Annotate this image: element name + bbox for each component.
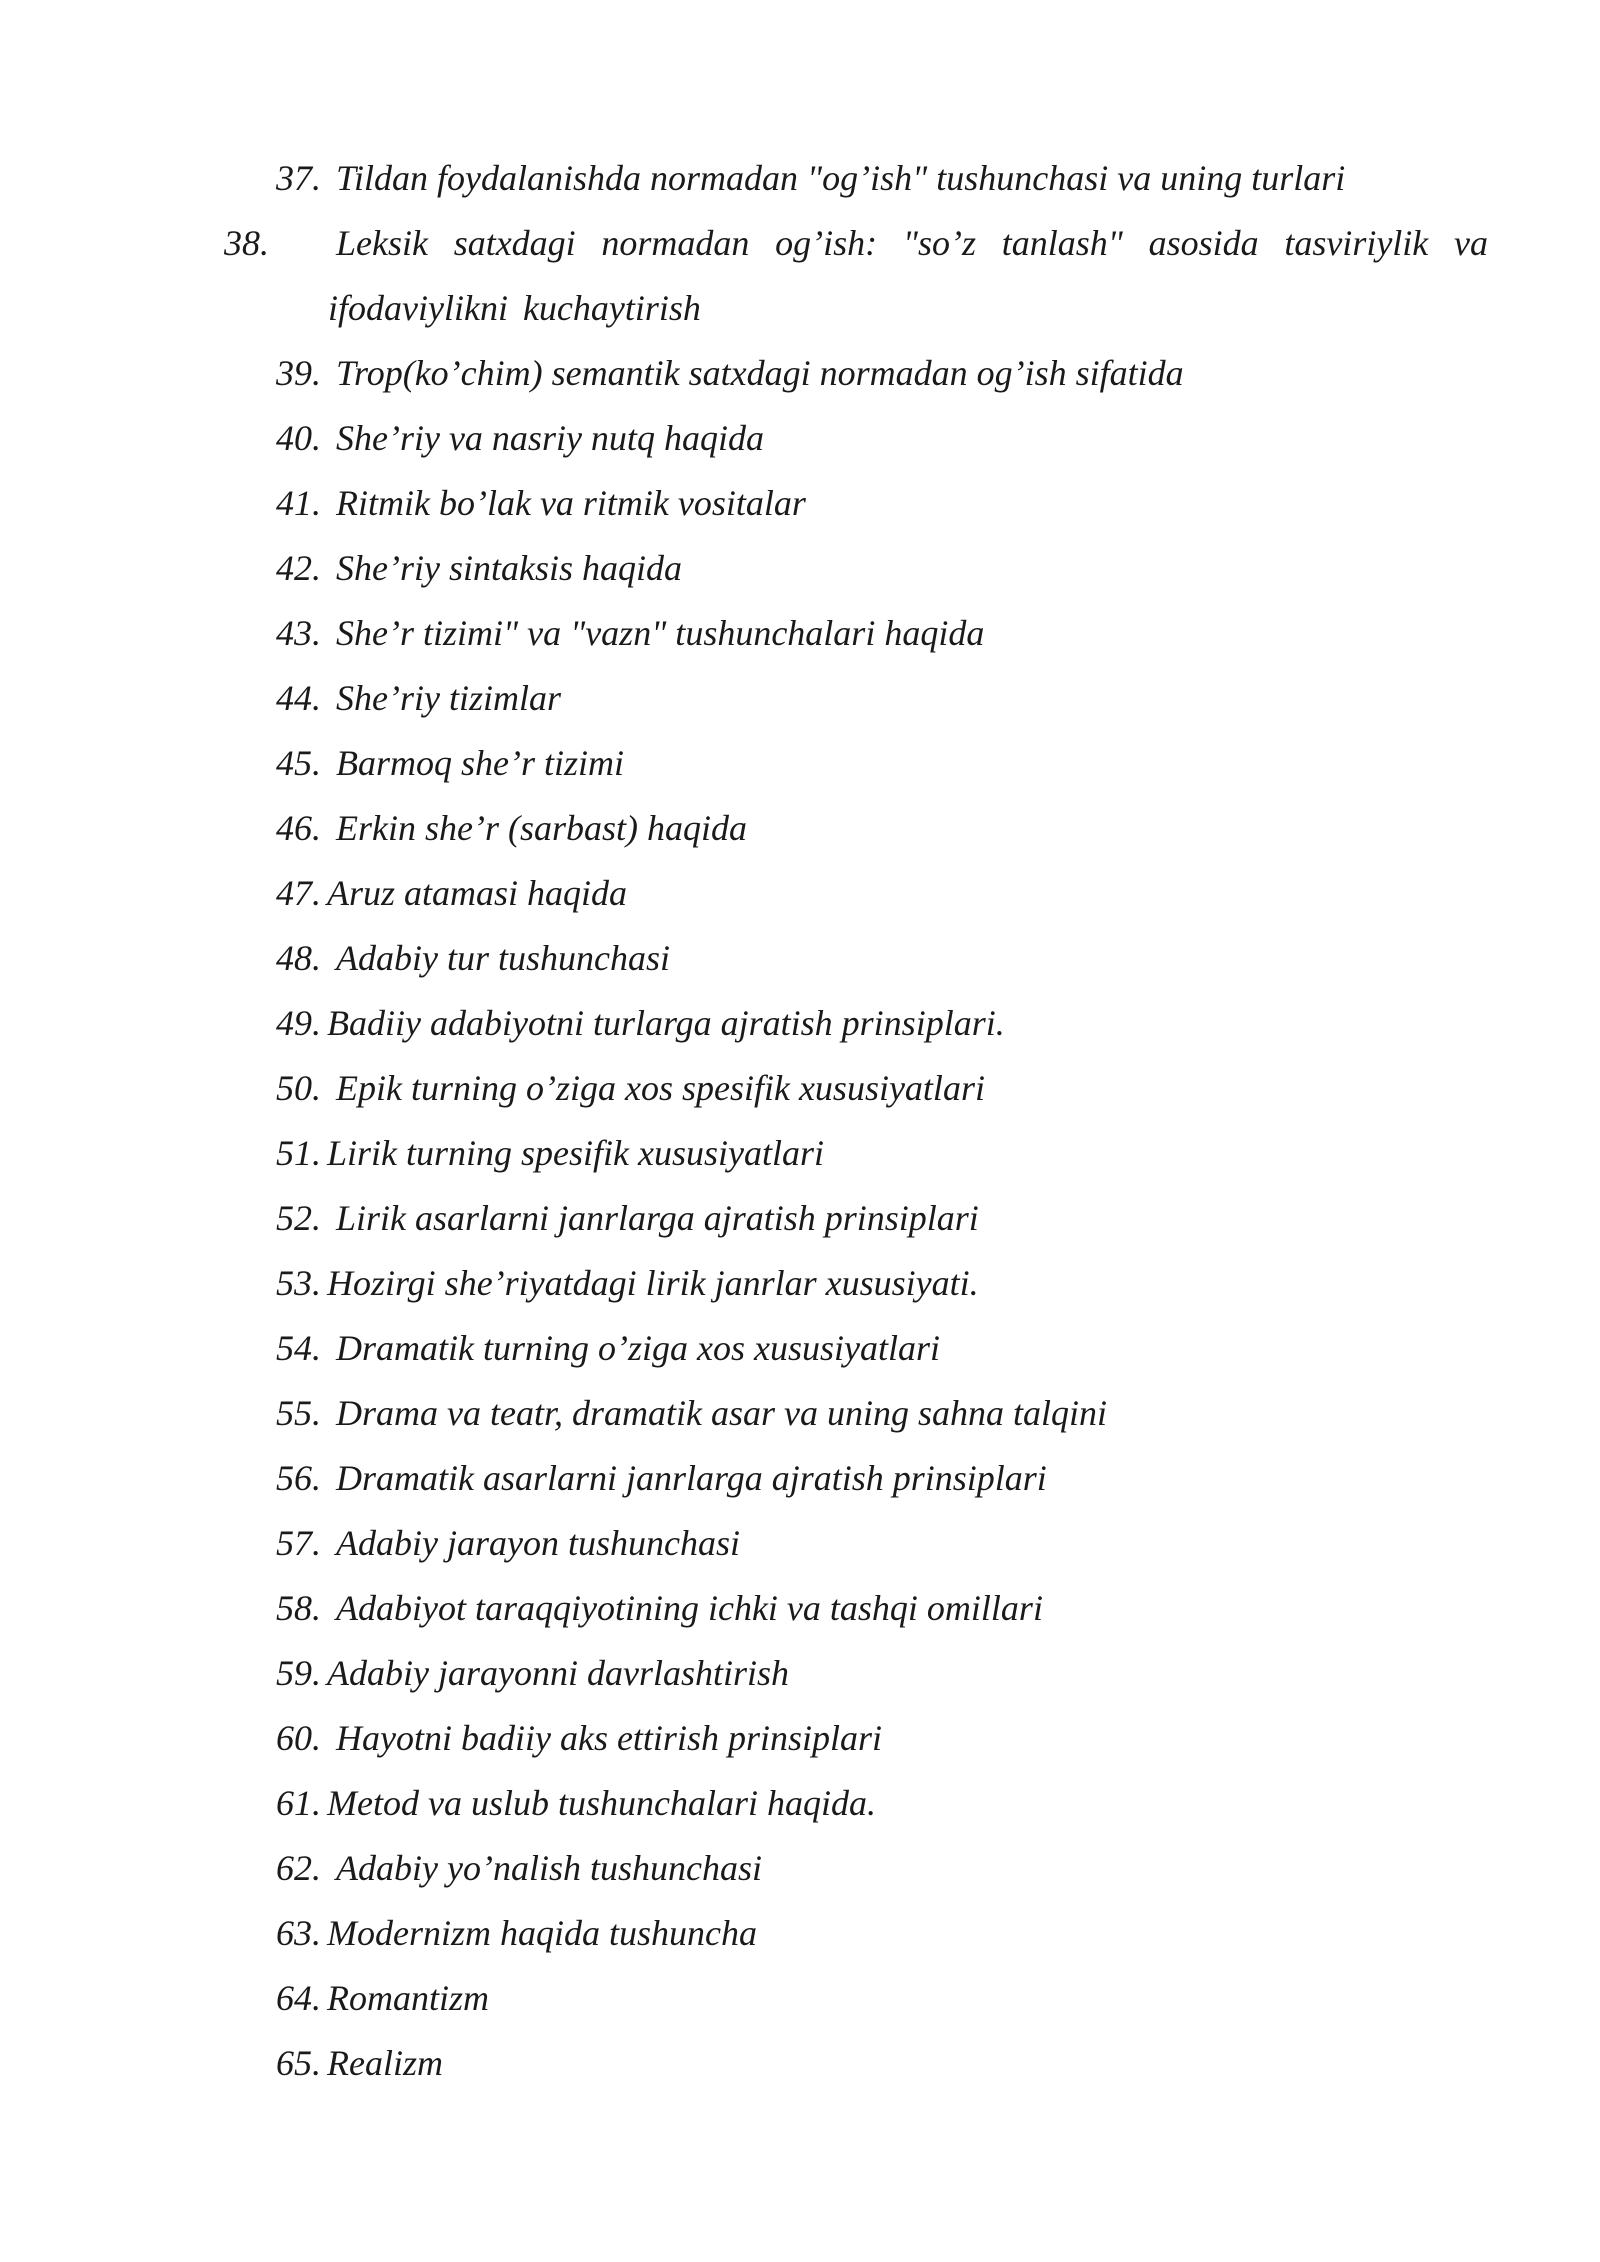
list-item-42 xyxy=(276,536,1488,601)
item-text: Badiiy adabiyotni turlarga ajratish prinsiplari. xyxy=(327,1003,1005,1043)
item-number: 38. xyxy=(224,223,269,263)
list-item-39 xyxy=(276,341,1488,406)
item-number: 47. xyxy=(276,873,321,913)
list-item-54 xyxy=(276,1316,1488,1381)
list-item-49 xyxy=(276,991,1488,1056)
item-number: 51. xyxy=(276,1133,321,1173)
item-number: 63. xyxy=(276,1913,321,1953)
item-number: 43. xyxy=(276,613,321,653)
item-text: She’riy tizimlar xyxy=(336,678,561,718)
item-text: Dramatik asarlarni janrlarga ajratish prinsiplari xyxy=(336,1458,1047,1498)
item-number: 65. xyxy=(276,2043,321,2083)
item-number: 37. xyxy=(276,158,321,198)
list-item-38 xyxy=(224,211,1488,341)
item-text: Adabiy jarayonni davrlashtirish xyxy=(327,1653,789,1693)
item-number: 39. xyxy=(276,353,321,393)
item-text: Epik turning o’ziga xos spesifik xususiyatlari xyxy=(336,1068,985,1108)
list-item-50 xyxy=(276,1056,1488,1121)
item-text: She’riy va nasriy nutq haqida xyxy=(336,418,764,458)
item-text: Lirik turning spesifik xususiyatlari xyxy=(327,1133,825,1173)
item-number: 62. xyxy=(276,1848,321,1888)
item-number: 59. xyxy=(276,1653,321,1693)
item-number: 58. xyxy=(276,1588,321,1628)
item-text: Adabiy tur tushunchasi xyxy=(336,938,670,978)
item-number: 45. xyxy=(276,743,321,783)
item-text: She’r tizimi" va "vazn" tushunchalari haqida xyxy=(336,613,985,653)
item-text: Ritmik bo’lak va ritmik vositalar xyxy=(336,483,806,523)
item-number: 46. xyxy=(276,808,321,848)
item-number: 57. xyxy=(276,1523,321,1563)
item-text: Leksik satxdagi normadan og’ish: "so’z tanlash" asosida tasviriylik va ifodaviylikni kuchaytirish xyxy=(328,223,1488,328)
item-text: Adabiy jarayon tushunchasi xyxy=(336,1523,740,1563)
item-number: 55. xyxy=(276,1393,321,1433)
list-item-45 xyxy=(276,731,1488,796)
list-item-44 xyxy=(276,666,1488,731)
item-text: Adabiyot taraqqiyotining ichki va tashqi omillari xyxy=(336,1588,1043,1628)
list-item-43 xyxy=(276,601,1488,666)
list-item-37 xyxy=(276,146,1488,211)
item-text: Trop(ko’chim) semantik satxdagi normadan og’ish sifatida xyxy=(336,353,1184,393)
list-item-47 xyxy=(276,861,1488,926)
item-number: 48. xyxy=(276,938,321,978)
list-item-51 xyxy=(276,1121,1488,1186)
item-text: Modernizm haqida tushuncha xyxy=(327,1913,757,1953)
list-item-40 xyxy=(276,406,1488,471)
list-item-53 xyxy=(276,1251,1488,1316)
item-text: Metod va uslub tushunchalari haqida. xyxy=(327,1783,876,1823)
item-text: Tildan foydalanishda normadan "og’ish" tushunchasi va uning turlari xyxy=(336,158,1346,198)
item-text: Barmoq she’r tizimi xyxy=(336,743,624,783)
item-number: 64. xyxy=(276,1978,321,2018)
list-item-48 xyxy=(276,926,1488,991)
item-text: Aruz atamasi haqida xyxy=(327,873,628,913)
list-item-57 xyxy=(276,1511,1488,1576)
list-item-60 xyxy=(276,1706,1488,1771)
list-item-58 xyxy=(276,1576,1488,1641)
numbered-topic-list xyxy=(224,146,1488,2096)
item-number: 44. xyxy=(276,678,321,718)
list-item-56 xyxy=(276,1446,1488,1511)
item-number: 49. xyxy=(276,1003,321,1043)
item-text: Adabiy yo’nalish tushunchasi xyxy=(336,1848,762,1888)
item-number: 52. xyxy=(276,1198,321,1238)
list-item-64 xyxy=(276,1966,1488,2031)
item-number: 53. xyxy=(276,1263,321,1303)
item-text: Hozirgi she’riyatdagi lirik janrlar xususiyati. xyxy=(327,1263,979,1303)
list-item-65 xyxy=(276,2031,1488,2096)
list-item-59 xyxy=(276,1641,1488,1706)
list-item-41 xyxy=(276,471,1488,536)
item-number: 60. xyxy=(276,1718,321,1758)
item-number: 56. xyxy=(276,1458,321,1498)
item-number: 61. xyxy=(276,1783,321,1823)
item-number: 54. xyxy=(276,1328,321,1368)
list-item-63 xyxy=(276,1901,1488,1966)
list-item-61 xyxy=(276,1771,1488,1836)
item-number: 41. xyxy=(276,483,321,523)
list-item-55 xyxy=(276,1381,1488,1446)
item-text: Hayotni badiiy aks ettirish prinsiplari xyxy=(336,1718,882,1758)
item-text: Dramatik turning o’ziga xos xususiyatlari xyxy=(336,1328,940,1368)
item-text: Erkin she’r (sarbast) haqida xyxy=(336,808,747,848)
item-number: 40. xyxy=(276,418,321,458)
list-item-46 xyxy=(276,796,1488,861)
list-item-62 xyxy=(276,1836,1488,1901)
item-number: 42. xyxy=(276,548,321,588)
list-item-52 xyxy=(276,1186,1488,1251)
item-number: 50. xyxy=(276,1068,321,1108)
item-text: Lirik asarlarni janrlarga ajratish prinsiplari xyxy=(336,1198,979,1238)
item-text: She’riy sintaksis haqida xyxy=(336,548,682,588)
item-text: Romantizm xyxy=(327,1978,489,2018)
item-text: Drama va teatr, dramatik asar va uning sahna talqini xyxy=(336,1393,1107,1433)
item-text: Realizm xyxy=(327,2043,443,2083)
